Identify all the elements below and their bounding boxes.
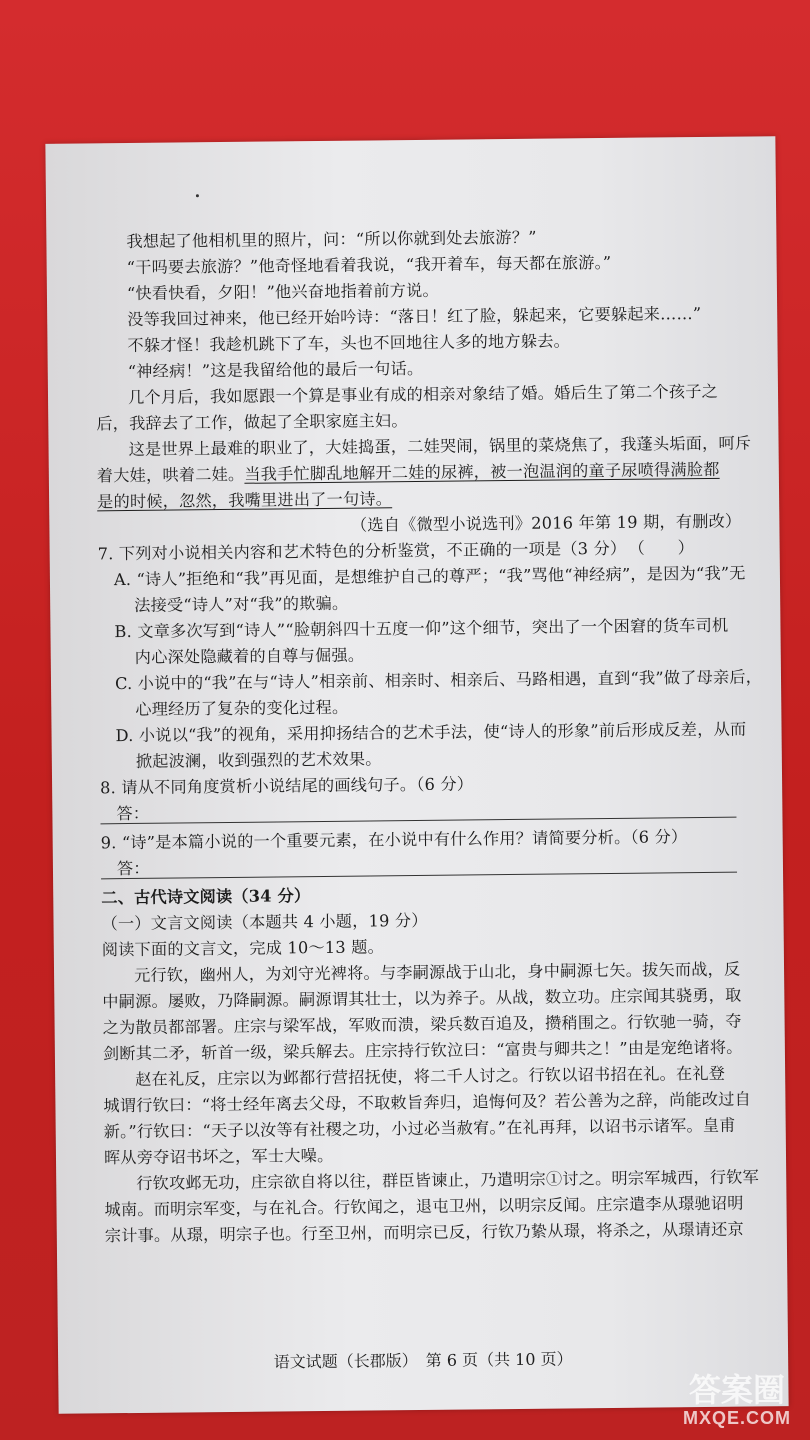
- classical-line: 元行钦，幽州人，为刘守光裨将。与李嗣源战于山北，身中嗣源七矢。拔矢而战，反: [133, 959, 741, 985]
- passage-line: 我想起了他相机里的照片，问：“所以你就到处去旅游？”: [126, 227, 537, 252]
- watermark-logo-text: 答案圈: [688, 1372, 785, 1408]
- classical-line: 剑断其二矛，斩首一级，梁兵解去。庄宗持行钦泣曰：“富贵与卿共之！”由是宠绝诸将。: [102, 1037, 743, 1064]
- passage-line: “干吗要去旅游？”他奇怪地看着我说，“我开着车，每天都在旅游。”: [126, 252, 612, 278]
- q7-answer-paren: （ ）: [628, 538, 695, 558]
- q9-answer-line[interactable]: 答：: [101, 850, 737, 880]
- page-text: [94, 223, 763, 1250]
- passage-line: 这是世界上最难的职业了，大娃捣蛋，二娃哭闹，锅里的菜烧焦了，我蓬头垢面，呵斥: [128, 433, 752, 460]
- passage-line: “快看快看，夕阳！”他兴奋地指着前方说。: [126, 280, 439, 304]
- underlined-sentence: 当我手忙脚乱地解开二娃的尿裤，被一泡温润的童子尿喷得满脸都: [244, 459, 720, 484]
- classical-line: 晖从旁夺诏书坏之，军士大噪。: [103, 1145, 334, 1168]
- question-9: [101, 824, 751, 880]
- section-2-instruction: 阅读下面的文言文，完成 10～13 题。: [101, 937, 385, 960]
- q7-option-D: D. 小说以“我”的视角，采用抑扬结合的艺术手法，使“诗人的形象”前后形成反差，从而: [115, 719, 747, 746]
- classical-line: 城谓行钦曰：“将士经年离去父母，不取敕旨奔归，追悔何及？若公善为之辞，尚能改过自: [103, 1089, 752, 1116]
- passage-line: 是的时候，忽然，我嘴里进出了一句诗。: [97, 489, 393, 512]
- q7-option-B-cont: 内心深处隐藏着的自尊与倔强。: [134, 645, 365, 667]
- section-2-subtitle: （一）文言文阅读（本题共 4 小题，19 分）: [101, 910, 428, 934]
- passage-line: 不躲才怪！我趁机跳下了车，头也不回地往人多的地方躲去。: [127, 331, 571, 356]
- q8-stem: 8. 请从不同角度赏析小说结尾的画线句子。（6 分）: [100, 774, 474, 798]
- q8-answer-line[interactable]: 答：: [100, 795, 736, 825]
- question-7: [97, 535, 763, 776]
- classical-line: 城南。而明宗军变，与在礼合。行钦闻之，退屯卫州，以明宗反闻。庄宗遣李从璟驰诏明: [104, 1193, 744, 1220]
- classical-line: 宗计事。从璟，明宗子也。行至卫州，而明宗已反，行钦乃絷从璟，将杀之，从璟请还京: [104, 1219, 744, 1246]
- classical-line: 新。”行钦曰：“天子以汝等有社稷之功，小过必当赦宥。”在礼再拜，以诏书示诸军。皇甫: [103, 1115, 736, 1142]
- classical-line: 行钦攻邺无功，庄宗欲自将以往，群臣皆谏止，乃遣明宗①讨之。明宗军城西，行钦军: [136, 1167, 760, 1193]
- passage-text-segment: 着大娃，哄着二娃。: [96, 464, 245, 486]
- passage-line: 没等我回过神来，他已经开始吟诗：“落日！红了脸，躲起来，它要躲起来……”: [127, 303, 702, 330]
- passage-tail: [94, 223, 752, 516]
- classical-line: 赵在礼反，庄宗以为邺都行营招抚使，将二千人讨之。行钦以诏书招在礼。在礼登: [135, 1063, 726, 1089]
- passage-line: “神经病！”这是我留给他的最后一句话。: [127, 358, 424, 382]
- classical-line: 之为散员都部署。庄宗与梁军战，军败而溃，梁兵数百追及，攒稍围之。行钦驰一骑，夺: [102, 1011, 742, 1038]
- q7-option-A-cont: 法接受“诗人”对“我”的欺骗。: [134, 593, 349, 615]
- passage-line: 后，我辞去了工作，做起了全职家庭主妇。: [96, 411, 408, 434]
- q7-option-C-cont: 心理经历了复杂的变化过程。: [135, 697, 349, 719]
- ink-dot: [196, 194, 199, 197]
- passage-line: 几个月后，我如愿跟一个算是事业有成的相亲对象结了婚。婚后生了第二个孩子之: [127, 381, 719, 408]
- q7-options: [98, 561, 763, 776]
- site-watermark: [672, 1372, 802, 1436]
- q7-option-B: B. 文章多次写到“诗人”“脸朝斜四十五度一仰”这个细节，突出了一个困窘的货车司机: [114, 615, 729, 642]
- question-8: [100, 769, 750, 825]
- q7-stem: 7. 下列对小说相关内容和艺术特色的分析鉴赏，不正确的一项是（3 分）: [97, 538, 627, 564]
- q7-option-D-cont: 掀起波澜，收到强烈的艺术效果。: [135, 749, 382, 771]
- classical-line: 中嗣源。屡败，乃降嗣源。嗣源谓其壮士，以为养子。从战，数立功。庄宗闻其骁勇，取: [102, 985, 742, 1012]
- page-footer: 语文试题（长郡版） 第 6 页（共 10 页）: [273, 1349, 573, 1372]
- section-2: [101, 879, 760, 1250]
- q7-option-C: C. 小说中的“我”在与“诗人”相亲前、相亲时、相亲后、马路相遇，直到“我”做了母亲后，: [114, 667, 763, 694]
- source-note: （选自《微型小说选刊》2016 年第 19 期，有删改）: [350, 511, 742, 535]
- classical-text: [102, 957, 760, 1250]
- q9-stem: 9. “诗”是本篇小说的一个重要元素，在小说中有什么作用？请简要分析。（6 分）: [100, 827, 688, 853]
- exam-page: [45, 136, 788, 1414]
- section-2-title: 二、古代诗文阅读（34 分）: [101, 886, 311, 908]
- q7-option-A: A. “诗人”拒绝和“我”再见面，是想维护自己的尊严；“我”骂他“神经病”，是因为“我”无: [113, 563, 746, 590]
- watermark-url: MXQE.COM: [682, 1408, 791, 1428]
